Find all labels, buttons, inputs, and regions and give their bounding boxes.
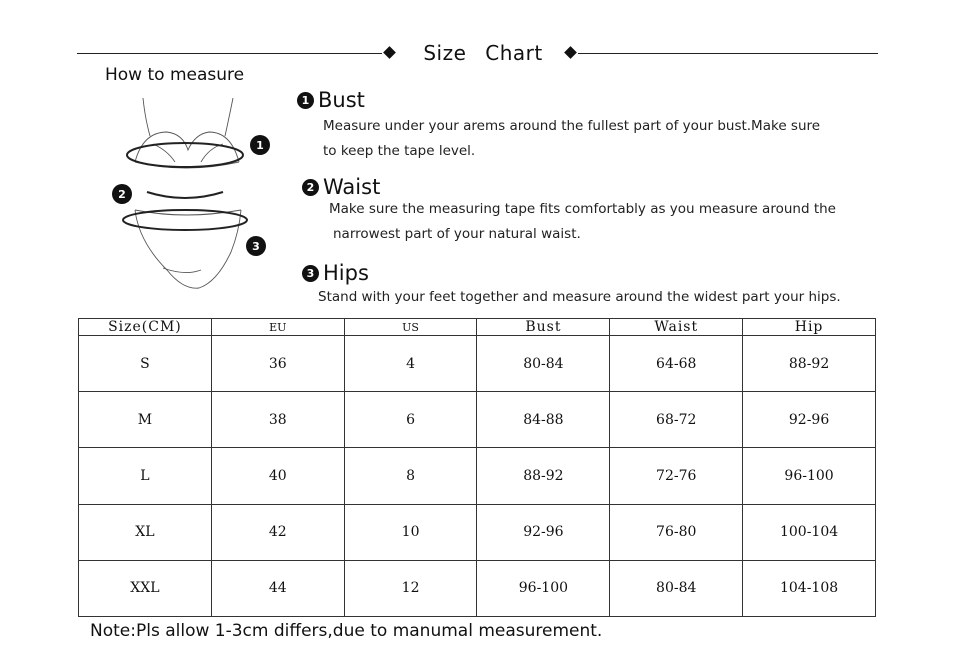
cell-waist: 68-72 [610,392,743,448]
waist-text-line: Make sure the measuring tape fits comfortably as you measure around the [329,201,836,217]
column-header-eu: EU [211,319,344,336]
column-header-us: US [344,319,477,336]
column-header-hip: Hip [743,319,876,336]
cell-bust: 84-88 [477,392,610,448]
marker-2: 2 [118,188,126,201]
cell-size: L [79,448,212,504]
bust-tape [127,143,243,167]
hip-tape [123,210,247,230]
cell-us: 8 [344,448,477,504]
cell-hip: 92-96 [743,392,876,448]
strap-left [143,98,150,136]
bust-section [297,88,820,164]
measurement-note: Note:Pls allow 1-3cm differs,due to manumal measurement. [90,621,603,641]
column-header-waist: Waist [610,319,743,336]
number-1-icon: 1 [297,92,314,109]
hips-section [302,261,841,310]
cell-bust: 80-84 [477,336,610,392]
title-rule-right [578,53,878,54]
bust-text-line: to keep the tape level. [323,143,476,159]
cell-hip: 96-100 [743,448,876,504]
cell-bust: 88-92 [477,448,610,504]
cell-us: 4 [344,336,477,392]
cell-hip: 88-92 [743,336,876,392]
waist-text-line: narrowest part of your natural waist. [333,226,581,242]
page-title: Size Chart [423,41,543,65]
cell-waist: 72-76 [610,448,743,504]
size-table [78,318,876,617]
cell-size: M [79,392,212,448]
cell-us: 6 [344,392,477,448]
cell-eu: 36 [211,336,344,392]
cell-waist: 64-68 [610,336,743,392]
bust-text-line: Measure under your arems around the fullest part of your bust.Make sure [323,118,821,134]
bust-heading: Bust [318,88,365,112]
waist-tape [147,192,223,198]
cell-eu: 42 [211,504,344,560]
cell-eu: 44 [211,560,344,616]
cell-eu: 38 [211,392,344,448]
cell-waist: 80-84 [610,560,743,616]
table-row [79,336,876,392]
cell-us: 10 [344,504,477,560]
cell-hip: 104-108 [743,560,876,616]
cell-size: XL [79,504,212,560]
strap-right [225,98,233,136]
how-to-measure-label: How to measure [105,65,245,85]
number-2-icon: 2 [302,179,319,196]
table-header-row [79,319,876,336]
waist-section [302,175,836,247]
cell-bust: 96-100 [477,560,610,616]
marker-3: 3 [252,240,260,253]
cell-size: XXL [79,560,212,616]
table-row [79,504,876,560]
cell-size: S [79,336,212,392]
column-header-size: Size(CM) [79,319,212,336]
diamond-icon [564,46,577,59]
column-header-bust: Bust [477,319,610,336]
table-row [79,448,876,504]
cell-bust: 92-96 [477,504,610,560]
number-3-icon: 3 [302,265,319,282]
cell-waist: 76-80 [610,504,743,560]
body-measure-illustration [105,92,285,302]
diamond-icon [383,46,396,59]
cell-hip: 100-104 [743,504,876,560]
table-row [79,392,876,448]
cell-us: 12 [344,560,477,616]
marker-1: 1 [256,139,264,152]
hips-heading: Hips [323,261,369,285]
cell-eu: 40 [211,448,344,504]
panty-body [135,210,241,288]
table-row [79,560,876,616]
hips-text-line: Stand with your feet together and measure around the widest part your hips. [318,289,841,305]
title-rule-left [77,53,382,54]
waist-heading: Waist [323,175,381,199]
